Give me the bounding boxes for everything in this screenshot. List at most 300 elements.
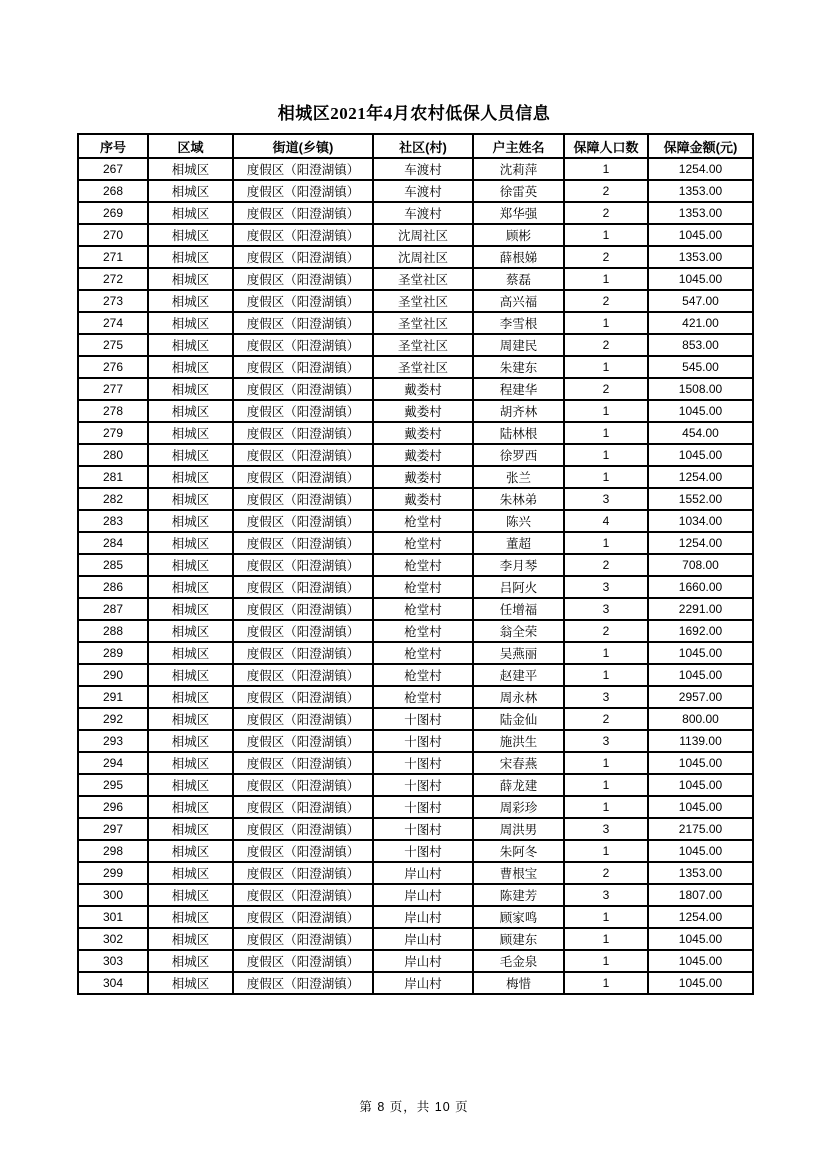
table-cell: 297 — [78, 818, 148, 840]
table-cell: 度假区（阳澄湖镇） — [233, 906, 373, 928]
table-cell: 3 — [564, 598, 648, 620]
table-cell: 相城区 — [148, 488, 233, 510]
table-cell: 1045.00 — [648, 444, 753, 466]
table-cell: 1 — [564, 950, 648, 972]
table-cell: 徐雷英 — [473, 180, 564, 202]
table-cell: 相城区 — [148, 928, 233, 950]
table-cell: 枪堂村 — [373, 554, 473, 576]
table-cell: 1 — [564, 928, 648, 950]
table-cell: 1045.00 — [648, 840, 753, 862]
table-cell: 302 — [78, 928, 148, 950]
table-row — [78, 928, 753, 950]
table-cell: 枪堂村 — [373, 686, 473, 708]
table-cell: 相城区 — [148, 466, 233, 488]
table-cell: 相城区 — [148, 400, 233, 422]
table-cell: 周建民 — [473, 334, 564, 356]
table-cell: 270 — [78, 224, 148, 246]
table-cell: 戴娄村 — [373, 466, 473, 488]
table-cell: 戴娄村 — [373, 422, 473, 444]
table-cell: 十图村 — [373, 730, 473, 752]
table-cell: 1353.00 — [648, 180, 753, 202]
table-cell: 1508.00 — [648, 378, 753, 400]
table-cell: 枪堂村 — [373, 664, 473, 686]
table-row — [78, 422, 753, 444]
table-cell: 度假区（阳澄湖镇） — [233, 378, 373, 400]
table-cell: 1 — [564, 158, 648, 180]
table-cell: 张兰 — [473, 466, 564, 488]
table-cell: 戴娄村 — [373, 444, 473, 466]
table-cell: 相城区 — [148, 224, 233, 246]
table-cell: 2 — [564, 202, 648, 224]
table-cell: 1 — [564, 774, 648, 796]
table-cell: 2 — [564, 334, 648, 356]
table-cell: 1353.00 — [648, 202, 753, 224]
table-row — [78, 400, 753, 422]
table-cell: 421.00 — [648, 312, 753, 334]
table-cell: 度假区（阳澄湖镇） — [233, 950, 373, 972]
table-cell: 290 — [78, 664, 148, 686]
table-row — [78, 598, 753, 620]
table-cell: 271 — [78, 246, 148, 268]
table-cell: 1 — [564, 224, 648, 246]
table-row — [78, 884, 753, 906]
table-row — [78, 202, 753, 224]
table-cell: 度假区（阳澄湖镇） — [233, 444, 373, 466]
table-cell: 相城区 — [148, 268, 233, 290]
table-cell: 圣堂社区 — [373, 356, 473, 378]
table-cell: 戴娄村 — [373, 378, 473, 400]
table-cell: 朱阿冬 — [473, 840, 564, 862]
table-cell: 任增福 — [473, 598, 564, 620]
table-cell: 董超 — [473, 532, 564, 554]
table-cell: 1 — [564, 356, 648, 378]
table-cell: 度假区（阳澄湖镇） — [233, 334, 373, 356]
table-cell: 相城区 — [148, 840, 233, 862]
table-cell: 301 — [78, 906, 148, 928]
table-cell: 298 — [78, 840, 148, 862]
table-cell: 282 — [78, 488, 148, 510]
table-cell: 十图村 — [373, 796, 473, 818]
table-cell: 圣堂社区 — [373, 312, 473, 334]
table-row — [78, 774, 753, 796]
table-cell: 相城区 — [148, 950, 233, 972]
table-cell: 1139.00 — [648, 730, 753, 752]
table-cell: 度假区（阳澄湖镇） — [233, 598, 373, 620]
table-cell: 相城区 — [148, 972, 233, 994]
table-cell: 相城区 — [148, 906, 233, 928]
table-cell: 翁全荣 — [473, 620, 564, 642]
table-cell: 1 — [564, 906, 648, 928]
table-row — [78, 950, 753, 972]
table-cell: 280 — [78, 444, 148, 466]
table-cell: 1 — [564, 466, 648, 488]
table-cell: 3 — [564, 576, 648, 598]
table-row — [78, 246, 753, 268]
table-row — [78, 730, 753, 752]
table-row — [78, 972, 753, 994]
table-cell: 度假区（阳澄湖镇） — [233, 774, 373, 796]
table-cell: 陈建芳 — [473, 884, 564, 906]
table-cell: 徐罗西 — [473, 444, 564, 466]
table-cell: 度假区（阳澄湖镇） — [233, 686, 373, 708]
table-cell: 1 — [564, 268, 648, 290]
table-cell: 相城区 — [148, 202, 233, 224]
table-cell: 度假区（阳澄湖镇） — [233, 202, 373, 224]
table-cell: 戴娄村 — [373, 488, 473, 510]
table-cell: 度假区（阳澄湖镇） — [233, 466, 373, 488]
table-cell: 顾家鸣 — [473, 906, 564, 928]
table-cell: 圣堂社区 — [373, 268, 473, 290]
table-row — [78, 356, 753, 378]
table-cell: 1045.00 — [648, 400, 753, 422]
table-row — [78, 510, 753, 532]
table-cell: 周彩珍 — [473, 796, 564, 818]
table-cell: 287 — [78, 598, 148, 620]
table-cell: 1045.00 — [648, 664, 753, 686]
table-cell: 1254.00 — [648, 158, 753, 180]
table-cell: 相城区 — [148, 664, 233, 686]
table-row — [78, 752, 753, 774]
table-cell: 相城区 — [148, 334, 233, 356]
table-cell: 枪堂村 — [373, 510, 473, 532]
table-cell: 294 — [78, 752, 148, 774]
table-row — [78, 444, 753, 466]
table-cell: 300 — [78, 884, 148, 906]
table-row — [78, 862, 753, 884]
table-cell: 277 — [78, 378, 148, 400]
table-cell: 273 — [78, 290, 148, 312]
table-cell: 281 — [78, 466, 148, 488]
table-cell: 1660.00 — [648, 576, 753, 598]
table-cell: 288 — [78, 620, 148, 642]
table-cell: 岸山村 — [373, 906, 473, 928]
table-row — [78, 906, 753, 928]
table-cell: 枪堂村 — [373, 642, 473, 664]
table-cell: 度假区（阳澄湖镇） — [233, 532, 373, 554]
table-cell: 岸山村 — [373, 884, 473, 906]
table-cell: 相城区 — [148, 752, 233, 774]
table-row — [78, 708, 753, 730]
table-cell: 周永林 — [473, 686, 564, 708]
table-cell: 相城区 — [148, 312, 233, 334]
table-body — [78, 158, 753, 994]
table-cell: 岸山村 — [373, 928, 473, 950]
table-cell: 853.00 — [648, 334, 753, 356]
table-row — [78, 290, 753, 312]
table-cell: 1254.00 — [648, 466, 753, 488]
table-cell: 相城区 — [148, 356, 233, 378]
table-cell: 274 — [78, 312, 148, 334]
table-cell: 度假区（阳澄湖镇） — [233, 510, 373, 532]
table-cell: 1045.00 — [648, 224, 753, 246]
table-cell: 800.00 — [648, 708, 753, 730]
table-cell: 度假区（阳澄湖镇） — [233, 840, 373, 862]
table-cell: 车渡村 — [373, 202, 473, 224]
column-header: 序号 — [78, 134, 148, 158]
welfare-table — [77, 133, 754, 995]
table-cell: 十图村 — [373, 840, 473, 862]
column-header: 保障人口数 — [564, 134, 648, 158]
table-cell: 547.00 — [648, 290, 753, 312]
table-cell: 2 — [564, 708, 648, 730]
table-cell: 十图村 — [373, 774, 473, 796]
table-cell: 267 — [78, 158, 148, 180]
column-header: 社区(村) — [373, 134, 473, 158]
table-cell: 相城区 — [148, 510, 233, 532]
table-cell: 1 — [564, 664, 648, 686]
table-cell: 度假区（阳澄湖镇） — [233, 422, 373, 444]
table-cell: 顾彬 — [473, 224, 564, 246]
table-row — [78, 796, 753, 818]
table-cell: 度假区（阳澄湖镇） — [233, 620, 373, 642]
table-cell: 相城区 — [148, 796, 233, 818]
table-cell: 1045.00 — [648, 752, 753, 774]
table-cell: 度假区（阳澄湖镇） — [233, 884, 373, 906]
table-cell: 李雪根 — [473, 312, 564, 334]
table-cell: 度假区（阳澄湖镇） — [233, 312, 373, 334]
table-cell: 度假区（阳澄湖镇） — [233, 576, 373, 598]
table-row — [78, 224, 753, 246]
table-cell: 赵建平 — [473, 664, 564, 686]
table-cell: 283 — [78, 510, 148, 532]
table-cell: 顾建东 — [473, 928, 564, 950]
table-cell: 279 — [78, 422, 148, 444]
table-cell: 269 — [78, 202, 148, 224]
table-cell: 1045.00 — [648, 972, 753, 994]
table-cell: 276 — [78, 356, 148, 378]
table-cell: 沈周社区 — [373, 224, 473, 246]
table-cell: 相城区 — [148, 884, 233, 906]
table-cell: 299 — [78, 862, 148, 884]
table-cell: 1045.00 — [648, 796, 753, 818]
table-cell: 相城区 — [148, 554, 233, 576]
table-cell: 枪堂村 — [373, 620, 473, 642]
table-cell: 相城区 — [148, 246, 233, 268]
table-cell: 相城区 — [148, 642, 233, 664]
table-cell: 度假区（阳澄湖镇） — [233, 400, 373, 422]
table-cell: 1692.00 — [648, 620, 753, 642]
table-cell: 1254.00 — [648, 906, 753, 928]
table-cell: 1254.00 — [648, 532, 753, 554]
table-cell: 278 — [78, 400, 148, 422]
table-cell: 2 — [564, 180, 648, 202]
table-cell: 293 — [78, 730, 148, 752]
table-cell: 度假区（阳澄湖镇） — [233, 158, 373, 180]
table-cell: 1 — [564, 532, 648, 554]
table-row — [78, 378, 753, 400]
table-cell: 梅惜 — [473, 972, 564, 994]
table-row — [78, 334, 753, 356]
table-cell: 郑华强 — [473, 202, 564, 224]
table-cell: 1 — [564, 422, 648, 444]
table-cell: 3 — [564, 488, 648, 510]
table-row — [78, 686, 753, 708]
table-cell: 1353.00 — [648, 862, 753, 884]
table-cell: 相城区 — [148, 730, 233, 752]
table-cell: 戴娄村 — [373, 400, 473, 422]
table-cell: 相城区 — [148, 290, 233, 312]
table-header-row — [78, 134, 753, 158]
table-cell: 1045.00 — [648, 268, 753, 290]
table-cell: 枪堂村 — [373, 532, 473, 554]
table-cell: 295 — [78, 774, 148, 796]
table-cell: 度假区（阳澄湖镇） — [233, 752, 373, 774]
table-cell: 相城区 — [148, 620, 233, 642]
table-cell: 1 — [564, 642, 648, 664]
table-cell: 圣堂社区 — [373, 334, 473, 356]
table-cell: 相城区 — [148, 576, 233, 598]
table-row — [78, 312, 753, 334]
table-cell: 4 — [564, 510, 648, 532]
table-cell: 454.00 — [648, 422, 753, 444]
page-title: 相城区2021年4月农村低保人员信息 — [277, 104, 551, 123]
table-cell: 545.00 — [648, 356, 753, 378]
table-cell: 2 — [564, 378, 648, 400]
table-cell: 十图村 — [373, 708, 473, 730]
table-cell: 289 — [78, 642, 148, 664]
table-cell: 相城区 — [148, 422, 233, 444]
table-cell: 十图村 — [373, 818, 473, 840]
table-cell: 高兴福 — [473, 290, 564, 312]
table-cell: 1034.00 — [648, 510, 753, 532]
table-cell: 相城区 — [148, 532, 233, 554]
table-cell: 2 — [564, 620, 648, 642]
table-cell: 枪堂村 — [373, 576, 473, 598]
table-cell: 车渡村 — [373, 158, 473, 180]
table-row — [78, 532, 753, 554]
table-cell: 周洪男 — [473, 818, 564, 840]
table-cell: 岸山村 — [373, 950, 473, 972]
table-cell: 相城区 — [148, 818, 233, 840]
table-cell: 2 — [564, 290, 648, 312]
table-cell: 圣堂社区 — [373, 290, 473, 312]
table-cell: 285 — [78, 554, 148, 576]
table-cell: 1807.00 — [648, 884, 753, 906]
table-cell: 毛金泉 — [473, 950, 564, 972]
table-row — [78, 840, 753, 862]
table-cell: 车渡村 — [373, 180, 473, 202]
table-cell: 291 — [78, 686, 148, 708]
table-cell: 1045.00 — [648, 950, 753, 972]
table-row — [78, 642, 753, 664]
table-cell: 303 — [78, 950, 148, 972]
table-cell: 268 — [78, 180, 148, 202]
table-cell: 度假区（阳澄湖镇） — [233, 488, 373, 510]
table-cell: 相城区 — [148, 708, 233, 730]
table-cell: 枪堂村 — [373, 598, 473, 620]
table-cell: 李月琴 — [473, 554, 564, 576]
table-cell: 1 — [564, 752, 648, 774]
table-cell: 相城区 — [148, 862, 233, 884]
table-row — [78, 268, 753, 290]
table-row — [78, 818, 753, 840]
table-cell: 3 — [564, 818, 648, 840]
table-cell: 度假区（阳澄湖镇） — [233, 708, 373, 730]
table-row — [78, 180, 753, 202]
table-cell: 岸山村 — [373, 972, 473, 994]
table-cell: 度假区（阳澄湖镇） — [233, 928, 373, 950]
table-cell: 相城区 — [148, 444, 233, 466]
table-row — [78, 488, 753, 510]
table-cell: 272 — [78, 268, 148, 290]
table-row — [78, 620, 753, 642]
table-cell: 陆林根 — [473, 422, 564, 444]
table-cell: 曹根宝 — [473, 862, 564, 884]
table-cell: 3 — [564, 884, 648, 906]
table-cell: 度假区（阳澄湖镇） — [233, 268, 373, 290]
table-cell: 陈兴 — [473, 510, 564, 532]
table-row — [78, 576, 753, 598]
table-cell: 292 — [78, 708, 148, 730]
table-cell: 度假区（阳澄湖镇） — [233, 972, 373, 994]
table-cell: 胡齐林 — [473, 400, 564, 422]
table-cell: 度假区（阳澄湖镇） — [233, 290, 373, 312]
table-cell: 1 — [564, 444, 648, 466]
table-cell: 2 — [564, 554, 648, 576]
table-cell: 2175.00 — [648, 818, 753, 840]
table-cell: 度假区（阳澄湖镇） — [233, 180, 373, 202]
table-cell: 度假区（阳澄湖镇） — [233, 730, 373, 752]
table-cell: 1 — [564, 840, 648, 862]
table-cell: 1045.00 — [648, 928, 753, 950]
table-cell: 286 — [78, 576, 148, 598]
table-cell: 施洪生 — [473, 730, 564, 752]
table-cell: 1 — [564, 400, 648, 422]
table-cell: 2291.00 — [648, 598, 753, 620]
table-cell: 宋春燕 — [473, 752, 564, 774]
table-cell: 2 — [564, 862, 648, 884]
table-row — [78, 664, 753, 686]
table-cell: 相城区 — [148, 378, 233, 400]
table-cell: 相城区 — [148, 686, 233, 708]
table-cell: 2957.00 — [648, 686, 753, 708]
table-cell: 薛根娣 — [473, 246, 564, 268]
table-row — [78, 466, 753, 488]
table-cell: 度假区（阳澄湖镇） — [233, 224, 373, 246]
table-row — [78, 554, 753, 576]
table-cell: 沈周社区 — [373, 246, 473, 268]
table-cell: 吴燕丽 — [473, 642, 564, 664]
table-cell: 岸山村 — [373, 862, 473, 884]
table-cell: 度假区（阳澄湖镇） — [233, 554, 373, 576]
table-cell: 1 — [564, 972, 648, 994]
table-cell: 蔡磊 — [473, 268, 564, 290]
table-cell: 3 — [564, 686, 648, 708]
table-cell: 1045.00 — [648, 642, 753, 664]
table-cell: 吕阿火 — [473, 576, 564, 598]
table-row — [78, 158, 753, 180]
table-cell: 1353.00 — [648, 246, 753, 268]
table-cell: 1552.00 — [648, 488, 753, 510]
column-header: 户主姓名 — [473, 134, 564, 158]
table-cell: 度假区（阳澄湖镇） — [233, 642, 373, 664]
column-header: 街道(乡镇) — [233, 134, 373, 158]
column-header: 区域 — [148, 134, 233, 158]
table-cell: 3 — [564, 730, 648, 752]
table-cell: 1045.00 — [648, 774, 753, 796]
table-cell: 708.00 — [648, 554, 753, 576]
table-cell: 十图村 — [373, 752, 473, 774]
table-cell: 相城区 — [148, 598, 233, 620]
table-cell: 薛龙建 — [473, 774, 564, 796]
table-cell: 304 — [78, 972, 148, 994]
table-cell: 2 — [564, 246, 648, 268]
table-cell: 275 — [78, 334, 148, 356]
table-cell: 296 — [78, 796, 148, 818]
table-cell: 相城区 — [148, 180, 233, 202]
table-cell: 度假区（阳澄湖镇） — [233, 356, 373, 378]
table-cell: 相城区 — [148, 158, 233, 180]
